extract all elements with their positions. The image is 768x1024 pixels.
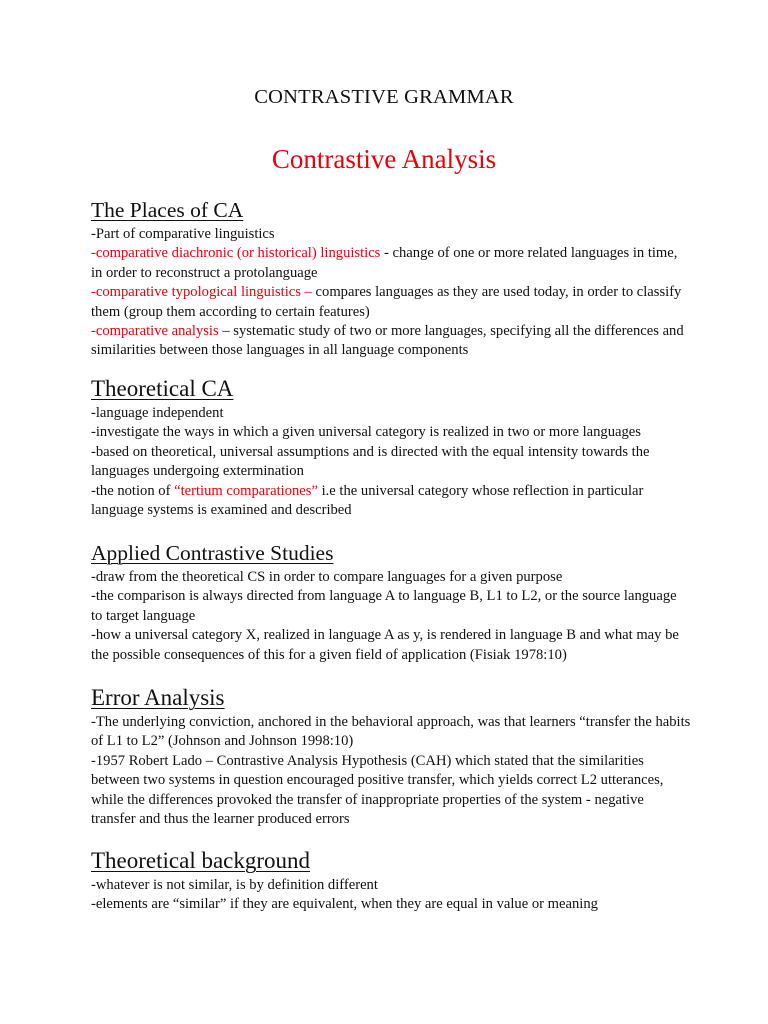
paragraph [91,322,691,361]
bullet-dash: - [91,245,96,262]
paragraph: -investigate the ways in which a given universal category is realized in two or more languages [91,424,641,441]
section-theoretical-background [91,849,691,915]
bullet-dash: - [91,323,96,340]
section-applied-contrastive-studies [91,541,691,665]
section-heading: Error Analysis [91,685,225,710]
document-subtitle: Contrastive Analysis [271,144,497,174]
bullet-dash: - [91,284,96,301]
paragraph: -how a universal category X, realized in language A as y, is rendered in language B and what may be the possible consequences of this for a given field of application (Fisiak 1978:10) [91,627,679,663]
highlighted-term: “tertium comparationes” [174,482,318,499]
paragraph-text: -the notion of [91,482,175,499]
highlighted-term: comparative diachronic (or historical) linguistics [95,245,381,262]
document-title: CONTRASTIVE GRAMMAR [254,86,514,108]
section-heading: Theoretical background [91,848,311,873]
paragraph-text: - change of one or more related languages in time, in order to reconstruct a protolanguage [91,245,678,281]
paragraph: -Part of comparative linguistics [91,226,275,242]
paragraph: -draw from the theoretical CS in order to compare languages for a given purpose [91,569,563,585]
section-error-analysis [91,686,691,829]
paragraph: -1957 Robert Lado – Contrastive Analysis Hypothesis (CAH) which stated that the similarities between two systems in question encouraged positive transfer, which yields correct L2 utterances, while the differences provoked the transfer of inappropriate properties of the system - negative transfer and thus the learner produced errors [91,752,664,828]
highlighted-term: comparative analysis [95,323,219,340]
paragraph: -elements are “similar” if they are equivalent, when they are equal in value or meaning [91,896,598,913]
section-places-of-ca [91,198,691,361]
paragraph: -the comparison is always directed from language A to language B, L1 to L2, or the source language to target language [91,588,677,624]
paragraph [91,482,691,521]
paragraph-text: – systematic study of two or more languages, specifying all the differences and similarities between those languages in all language components [91,323,684,359]
paragraph: -The underlying conviction, anchored in the behavioral approach, was that learners “transfer the habits of L1 to L2” (Johnson and Johnson 1998:10) [91,714,691,750]
section-heading: Applied Contrastive Studies [91,541,334,565]
paragraph [91,244,691,283]
section-theoretical-ca [91,377,691,520]
highlighted-term: comparative typological linguistics – [95,284,312,301]
paragraph-text: i.e the universal category whose reflection in particular language systems is examined and described [91,482,644,519]
section-heading: The Places of CA [91,198,244,222]
paragraph-text: compares languages as they are used today, in order to classify them (group them according to certain features) [91,284,682,320]
paragraph: -based on theoretical, universal assumptions and is directed with the equal intensity towards the languages undergoing extermination [91,443,650,480]
section-heading: Theoretical CA [91,376,234,401]
paragraph: -language independent [91,405,224,421]
paragraph: -whatever is not similar, is by definition different [91,877,378,893]
paragraph [91,283,691,322]
